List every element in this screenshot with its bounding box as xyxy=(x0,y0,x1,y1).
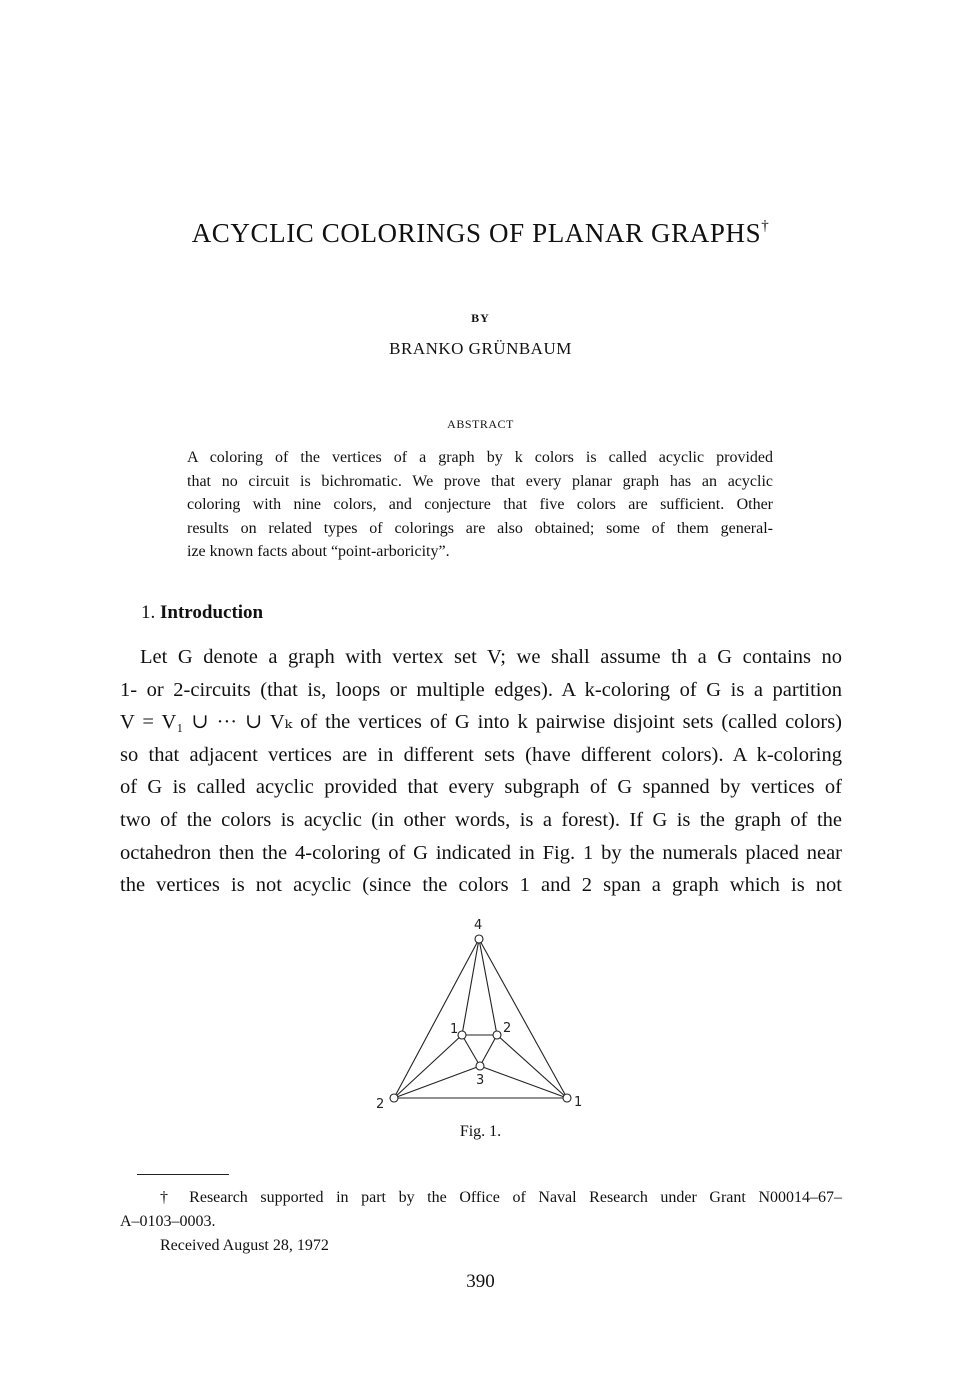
octahedron-figure xyxy=(360,912,600,1117)
abstract-line: results on related types of colorings are also obtained; some of them general- xyxy=(187,519,773,537)
body-line: two of the colors is acyclic (in other words, is a forest). If G is the graph of the xyxy=(120,808,842,831)
body-line: 1- or 2-circuits (that is, loops or multiple edges). A k-coloring of G is a partition xyxy=(120,678,842,701)
vertex-label: 4 xyxy=(474,918,483,933)
abstract-line: that no circuit is bichromatic. We prove that every planar graph has an acyclic xyxy=(187,472,773,490)
graph-edge xyxy=(462,1035,480,1066)
graph-vertex xyxy=(563,1094,571,1102)
graph-vertex xyxy=(493,1031,501,1039)
graph-vertex xyxy=(390,1094,398,1102)
vertex-label: 2 xyxy=(376,1097,385,1112)
author-name: BRANKO GRÜNBAUM xyxy=(389,339,572,358)
body-line: Let G denote a graph with vertex set V; we shall assume th a G contains no xyxy=(140,646,842,668)
body-line: V = V₁ ∪ ··· ∪ Vₖ of the vertices of G into k pairwise disjoint sets (called colors) xyxy=(120,711,842,734)
title-footnote-mark: † xyxy=(761,218,770,234)
abstract-line: coloring with nine colors, and conjecture that five colors are sufficient. Other xyxy=(187,496,773,513)
section-title: Introduction xyxy=(160,602,264,623)
abstract-heading: ABSTRACT xyxy=(447,417,514,431)
graph-edge xyxy=(394,1066,480,1098)
graph-vertex xyxy=(476,1062,484,1070)
graph-edge xyxy=(497,1035,567,1098)
body-line: octahedron then the 4-coloring of G indicated in Fig. 1 by the numerals placed near xyxy=(120,841,842,864)
graph-edge xyxy=(394,1035,462,1098)
body-line: of G is called acyclic provided that every subgraph of G spanned by vertices of xyxy=(120,776,842,799)
body-text xyxy=(120,641,842,902)
vertex-label: 1 xyxy=(450,1022,459,1037)
abstract-text xyxy=(187,446,773,564)
body-line: so that adjacent vertices are in different sets (have different colors). A k-coloring xyxy=(120,743,842,766)
footnote-rule xyxy=(137,1174,229,1175)
graph-edge xyxy=(394,939,479,1098)
received-date: Received August 28, 1972 xyxy=(160,1237,329,1254)
footnote-line: A–0103–0003. xyxy=(120,1213,216,1230)
graph-edge xyxy=(479,939,497,1035)
footnote xyxy=(120,1186,842,1234)
vertex-label: 1 xyxy=(574,1095,583,1110)
vertex-label: 3 xyxy=(476,1073,485,1088)
graph-vertex xyxy=(475,935,483,943)
graph-edge xyxy=(480,1066,567,1098)
graph-edge xyxy=(480,1035,497,1066)
abstract-line: A coloring of the vertices of a graph by k colors is called acyclic provided xyxy=(187,449,773,466)
body-line: the vertices is not acyclic (since the colors 1 and 2 span a graph which is not xyxy=(120,874,842,897)
abstract-line: ize known facts about “point-arboricity”. xyxy=(187,543,450,560)
vertex-label: 2 xyxy=(503,1021,512,1036)
by-line: BY xyxy=(471,311,490,325)
graph-edge xyxy=(479,939,567,1098)
title-text: ACYCLIC COLORINGS OF PLANAR GRAPHS xyxy=(191,218,762,248)
page-number: 390 xyxy=(466,1271,495,1292)
footnote-line: † Research supported in part by the Office of Naval Research under Grant N00014–67– xyxy=(160,1189,842,1206)
graph-vertex xyxy=(458,1031,466,1039)
section-number: 1. xyxy=(141,602,156,623)
figure-caption: Fig. 1. xyxy=(459,1123,502,1140)
paper-title xyxy=(0,218,961,249)
section-heading xyxy=(141,602,263,624)
graph-edge xyxy=(462,939,479,1035)
